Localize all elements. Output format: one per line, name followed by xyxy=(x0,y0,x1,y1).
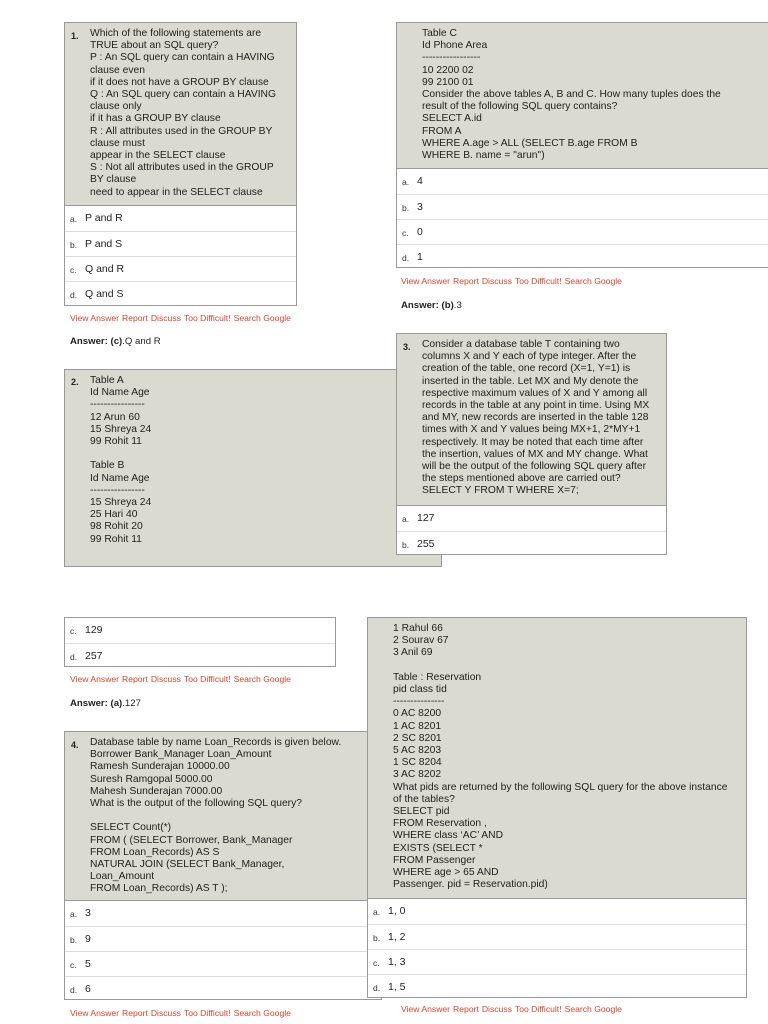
option-text: 129 xyxy=(85,624,103,636)
answer-key: (b) xyxy=(441,300,454,311)
question-number: 3. xyxy=(403,342,411,352)
question-2-answer xyxy=(401,300,462,311)
option-c[interactable] xyxy=(65,618,335,643)
answer-value: .3 xyxy=(453,300,462,311)
answer-value: .Q and R xyxy=(122,336,161,347)
question-3-options-bottom xyxy=(64,617,336,667)
question-text-continued: Table C Id Phone Area ----------------- 10 2200 02 99 2100 01 Consider the above tables A, B and C. How many tuples does the result of the following SQL query contains? SELECT A.id FROM A WHERE A.age > ALL (SELECT B.age FROM B WHERE B. name = "arun") xyxy=(422,28,721,162)
option-text: 1, 0 xyxy=(388,905,406,917)
option-letter: b. xyxy=(373,933,381,943)
too-difficult-link[interactable]: Too Difficult! xyxy=(514,1004,562,1014)
option-b[interactable] xyxy=(397,531,666,556)
question-4-links xyxy=(70,1008,294,1018)
option-text: 1, 5 xyxy=(388,981,406,993)
search-google-link[interactable]: Search Google xyxy=(233,1008,291,1018)
discuss-link[interactable]: Discuss xyxy=(150,313,181,323)
answer-value: .127 xyxy=(122,698,141,709)
question-number: 4. xyxy=(71,740,79,750)
option-letter: b. xyxy=(70,935,78,945)
too-difficult-link[interactable]: Too Difficult! xyxy=(183,674,231,684)
question-text: Database table by name Loan_Records is given below. Borrower Bank_Manager Loan_Amount Ramesh Sunderajan 10000.00 Suresh Ramgopal 5000.00 Mahesh Sunderajan 7000.00 What is the output of the following SQL query? SELECT Count(*) FROM ( (SELECT Borrower, Bank_Manager FROM Loan_Records) AS S NATURAL JOIN (SELECT Bank_Manager, Loan_Amount FROM Loan_Records) AS T ); xyxy=(90,737,342,895)
answer-key: (c) xyxy=(110,336,123,347)
option-text: P and R xyxy=(85,212,123,224)
report-link[interactable]: Report xyxy=(453,276,479,286)
report-link[interactable]: Report xyxy=(122,313,148,323)
discuss-link[interactable]: Discuss xyxy=(481,1004,512,1014)
question-text-continued: 1 Rahul 66 2 Sourav 67 3 Anil 69 Table : Reservation pid class tid --------------- 0 AC 8200 1 AC 8201 2 SC 8201 5 AC 8203 1 SC 8204 3 AC 8202 What pids are returned by the following SQL query for the above instance of the tables? SELECT pid FROM Reservation , WHERE class ‘AC’ AND EXISTS (SELECT * FROM Passenger WHERE age > 65 AND Passenger. pid = Reservation.pid) xyxy=(393,623,728,891)
question-5-options xyxy=(367,898,747,998)
report-link[interactable]: Report xyxy=(122,1008,148,1018)
question-2-box xyxy=(64,369,442,567)
option-letter: d. xyxy=(402,253,410,263)
discuss-link[interactable]: Discuss xyxy=(481,276,512,286)
option-d[interactable] xyxy=(397,244,768,269)
option-b[interactable] xyxy=(397,194,768,219)
option-letter: b. xyxy=(402,540,410,550)
option-b[interactable] xyxy=(368,924,746,949)
option-letter: a. xyxy=(70,214,78,224)
option-text: Q and R xyxy=(85,263,125,275)
option-a[interactable] xyxy=(368,899,746,924)
view-answer-link[interactable]: View Answer xyxy=(401,276,451,286)
option-text: 5 xyxy=(85,958,91,970)
option-letter: b. xyxy=(402,203,410,213)
discuss-link[interactable]: Discuss xyxy=(150,674,181,684)
question-text: Which of the following statements are TRUE about an SQL query? P : An SQL query can contain a HAVING clause even if it does not have a GROUP BY clause Q : An SQL query can contain a HAVING clause only if it has a GROUP BY clause R : All attributes used in the GROUP BY clause must appear in the SELECT clause S : Not all attributes used in the GROUP BY clause need to appear in the SELECT clause xyxy=(90,28,277,198)
answer-key: (a) xyxy=(110,698,123,709)
option-c[interactable] xyxy=(397,219,768,244)
option-a[interactable] xyxy=(65,901,381,926)
option-letter: a. xyxy=(402,514,410,524)
view-answer-link[interactable]: View Answer xyxy=(70,313,120,323)
search-google-link[interactable]: Search Google xyxy=(233,674,291,684)
option-letter: c. xyxy=(373,958,380,968)
question-3-links xyxy=(70,674,294,684)
option-text: 1, 3 xyxy=(388,956,406,968)
search-google-link[interactable]: Search Google xyxy=(564,276,622,286)
question-5-continuation-box xyxy=(367,617,747,899)
option-letter: d. xyxy=(70,985,78,995)
question-4-options xyxy=(64,900,382,1000)
too-difficult-link[interactable]: Too Difficult! xyxy=(514,276,562,286)
option-text: 3 xyxy=(85,907,91,919)
option-a[interactable] xyxy=(65,206,296,231)
option-text: 127 xyxy=(417,512,435,524)
question-1-answer xyxy=(70,336,161,347)
question-text: Table A Id Name Age ---------------- 12 Arun 60 15 Shreya 24 99 Rohit 11 Table B Id Name Age ---------------- 15 Shreya 24 25 Hari 40 98 Rohit 20 99 Rohit 11 xyxy=(90,375,152,545)
option-text: 255 xyxy=(417,538,435,550)
question-1-options xyxy=(64,205,297,306)
search-google-link[interactable]: Search Google xyxy=(564,1004,622,1014)
answer-label: Answer: xyxy=(401,300,439,311)
option-letter: c. xyxy=(70,960,77,970)
view-answer-link[interactable]: View Answer xyxy=(70,1008,120,1018)
option-letter: c. xyxy=(70,626,77,636)
option-letter: b. xyxy=(70,240,78,250)
option-b[interactable] xyxy=(65,231,296,256)
option-d[interactable] xyxy=(65,976,381,1001)
option-b[interactable] xyxy=(65,926,381,951)
question-2-links xyxy=(401,276,625,286)
option-letter: a. xyxy=(70,909,78,919)
option-text: 0 xyxy=(417,226,423,238)
too-difficult-link[interactable]: Too Difficult! xyxy=(183,1008,231,1018)
option-text: 9 xyxy=(85,933,91,945)
option-letter: d. xyxy=(373,983,381,993)
option-letter: d. xyxy=(70,652,78,662)
option-letter: c. xyxy=(402,228,409,238)
question-2-continuation-box xyxy=(396,22,768,170)
option-c[interactable] xyxy=(368,949,746,974)
option-text: 4 xyxy=(417,175,423,187)
option-text: 1, 2 xyxy=(388,931,406,943)
view-answer-link[interactable]: View Answer xyxy=(401,1004,451,1014)
question-3-options-top xyxy=(396,505,667,555)
question-1-links xyxy=(70,313,294,323)
report-link[interactable]: Report xyxy=(453,1004,479,1014)
question-1-box xyxy=(64,22,297,206)
option-c[interactable] xyxy=(65,256,296,281)
discuss-link[interactable]: Discuss xyxy=(150,1008,181,1018)
option-a[interactable] xyxy=(397,506,666,531)
question-text: Consider a database table T containing two columns X and Y each of type integer. After the creation of the table, one record (X=1, Y=1) is inserted in the table. Let MX and My denote the respective maximum values of X and Y among all records in the table at any point in time. Using MX and MY, new records are inserted in the table 128 times with X and Y values being MX+1, 2*MY+1 respectively. It may be noted that each time after the insertion, values of MX and MY change. What will be the output of the following SQL query after the steps mentioned above are carried out? SELECT Y FROM T WHERE X=7; xyxy=(422,339,650,497)
option-d[interactable] xyxy=(65,281,296,306)
question-2-options xyxy=(396,168,768,268)
option-letter: d. xyxy=(70,290,78,300)
option-text: 257 xyxy=(85,650,103,662)
answer-label: Answer: xyxy=(70,336,108,347)
option-d[interactable] xyxy=(65,643,335,668)
question-5-links xyxy=(401,1004,625,1014)
question-4-box xyxy=(64,731,382,902)
question-3-box xyxy=(396,333,667,507)
question-number: 2. xyxy=(71,377,79,387)
view-answer-link[interactable]: View Answer xyxy=(70,674,120,684)
search-google-link[interactable]: Search Google xyxy=(233,313,291,323)
option-a[interactable] xyxy=(397,169,768,194)
option-text: P and S xyxy=(85,238,123,250)
option-letter: a. xyxy=(402,177,410,187)
question-3-answer xyxy=(70,698,141,709)
option-text: 1 xyxy=(417,251,423,263)
too-difficult-link[interactable]: Too Difficult! xyxy=(183,313,231,323)
option-letter: c. xyxy=(70,265,77,275)
option-text: Q and S xyxy=(85,288,124,300)
option-d[interactable] xyxy=(368,974,746,999)
question-number: 1. xyxy=(71,31,79,41)
answer-label: Answer: xyxy=(70,698,108,709)
report-link[interactable]: Report xyxy=(122,674,148,684)
option-text: 6 xyxy=(85,983,91,995)
option-text: 3 xyxy=(417,201,423,213)
option-letter: a. xyxy=(373,907,381,917)
option-c[interactable] xyxy=(65,951,381,976)
